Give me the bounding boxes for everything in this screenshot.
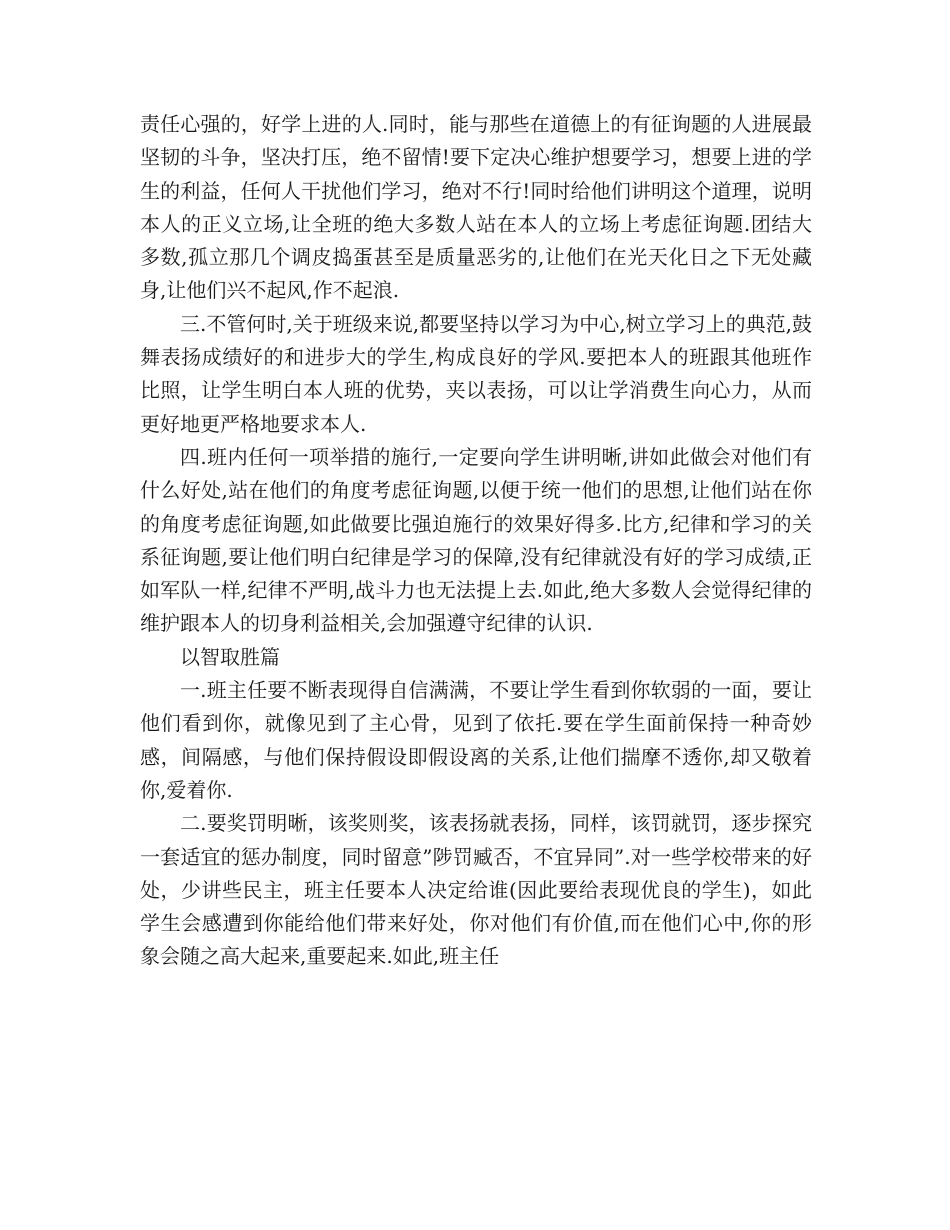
paragraph-continuation: 责任心强的，好学上进的人.同时，能与那些在道德上的有征询题的人进展最坚韧的斗争，坚决打压，绝不留情!要下定决心维护想要学习，想要上进的学生的利益，任何人干扰他们学习，绝对不行!同时给他们讲明这个道理，说明本人的正义立场,让全班的绝大多数人站在本人的立场上考虑征询题.团结大多数,孤立那几个调皮捣蛋甚至是质量恶劣的,让他们在光天化日之下无处藏身,让他们兴不起风,作不起浪.	[140, 112, 812, 303]
paragraph-point-three: 三.不管何时,关于班级来说,都要坚持以学习为中心,树立学习上的典范,鼓舞表扬成绩好的和进步大的学生,构成良好的学风.要把本人的班跟其他班作比照，让学生明白本人班的优势，夹以表扬，可以让学消费生向心力，从而更好地更严格地要求本人.	[140, 311, 812, 436]
paragraph-point-four: 四.班内任何一项举措的施行,一定要向学生讲明晰,讲如此做会对他们有什么好处,站在他们的角度考虑征询题,以便于统一他们的思想,让他们站在你的角度考虑征询题,如此做要比强迫施行的效果好得多.比方,纪律和学习的关系征询题,要让他们明白纪律是学习的保障,没有纪律就没有好的学习成绩,正如军队一样,纪律不严明,战斗力也无法提上去.如此,绝大多数人会觉得纪律的维护跟本人的切身利益相关,会加强遵守纪律的认识.	[140, 444, 812, 636]
paragraph-point-one: 一.班主任要不断表现得自信满满，不要让学生看到你软弱的一面，要让他们看到你，就像见到了主心骨，见到了依托.要在学生面前保持一种奇妙感，间隔感，与他们保持假设即假设离的关系,让他们揣摩不透你,却又敬着你,爱着你.	[140, 678, 812, 802]
section-heading: 以智取胜篇	[180, 644, 280, 669]
document-body	[140, 108, 812, 974]
paragraph-point-two: 二.要奖罚明晰，该奖则奖，该表扬就表扬，同样，该罚就罚，逐步探究一套适宜的惩办制度，同时留意”陟罚臧否，不宜异同”.对一些学校带来的好处，少讲些民主，班主任要本人决定给谁(因此要给表现优良的学生)，如此学生会感遭到你能给他们带来好处，你对他们有价值,而在他们心中,你的形象会随之高大起来,重要起来.如此,班主任	[140, 811, 812, 969]
